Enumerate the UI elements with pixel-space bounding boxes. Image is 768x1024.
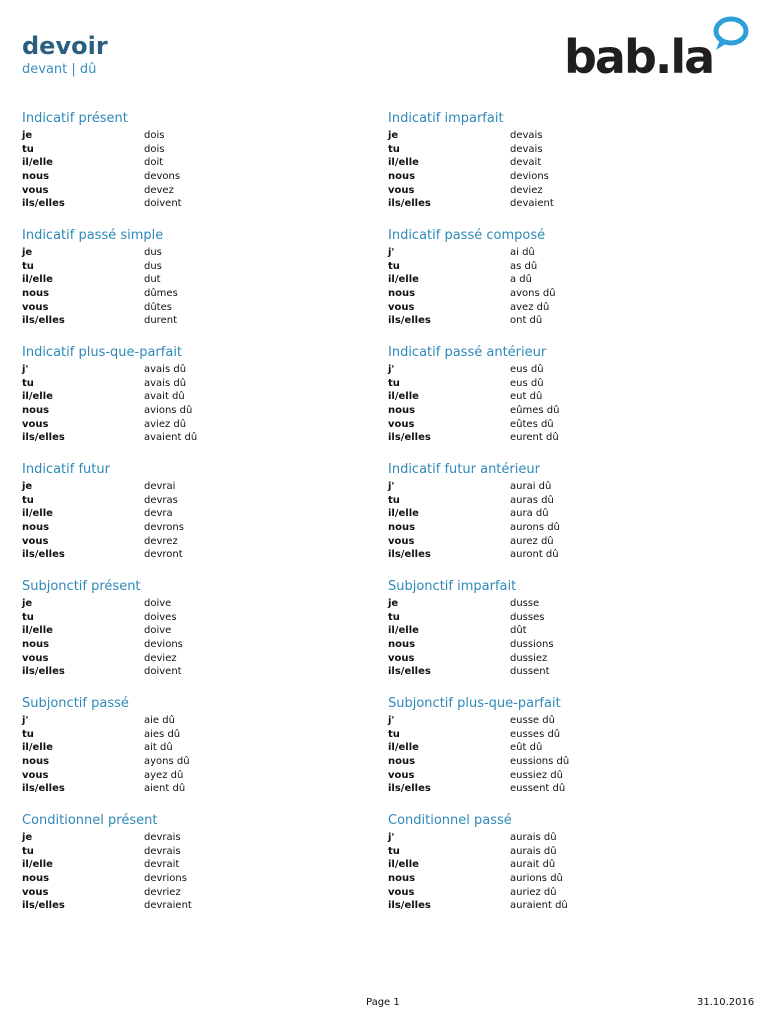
conjugation-row [388,404,752,418]
verb-form: doivent [144,666,182,678]
conjugation-row [22,611,388,625]
verb-form: a dû [510,274,532,286]
pronoun: il/elle [22,274,53,286]
pronoun: je [22,598,33,609]
conjugation-row [22,535,388,549]
conjugation-row [388,638,752,652]
conjugation-row [388,287,752,301]
verb-form: devras [144,494,178,506]
conjugation-row [22,845,388,859]
verb-form: eus dû [510,364,544,375]
conjugation-row [388,652,752,666]
conjugation-row [388,184,752,198]
pronoun: ils/elles [22,432,65,444]
conjugation-row [388,728,752,742]
pronoun: vous [388,886,415,898]
pronoun: nous [388,288,416,300]
pronoun: tu [388,494,400,506]
pronoun: ils/elles [22,783,65,795]
verb-form: eut dû [510,391,543,403]
pronoun: il/elle [22,742,53,754]
verb-form: dois [144,143,165,155]
pronoun: tu [22,143,34,155]
verb-form: devrions [144,873,187,885]
pronoun: vous [388,535,415,547]
tense-title: Subjonctif plus-que-parfait [388,696,561,711]
verb-form: devrais [144,832,181,843]
pronoun: j' [388,364,395,375]
verb-form: aurait dû [510,859,556,871]
verb-form: dut [144,274,161,286]
pronoun: nous [22,756,50,768]
verb-form: dussions [510,639,554,651]
pronoun: nous [388,522,416,534]
verb-form: auront dû [510,549,559,561]
verb-form: auras dû [510,494,554,506]
verb-form: eussent dû [510,783,566,795]
pronoun: nous [388,873,416,885]
conjugation-row [22,287,388,301]
conjugation-row [22,197,388,211]
verb-form: dûmes [144,288,178,300]
conjugation-row [388,845,752,859]
verb-form: eût dû [510,742,543,754]
pronoun: nous [22,171,50,183]
tense-section [388,461,752,560]
pronoun: ils/elles [388,666,431,678]
pronoun: vous [388,418,415,430]
tense-title: Subjonctif imparfait [388,579,517,594]
verb-form: eussions dû [510,756,570,768]
verb-form: dût [510,625,527,637]
verb-form: devais [510,130,543,141]
verb-form: aurons dû [510,522,560,534]
pronoun: il/elle [22,625,53,637]
pronoun: ils/elles [22,198,65,210]
pronoun: j' [388,481,395,492]
tense-title: Indicatif passé composé [388,228,546,243]
tense-section [22,695,388,794]
conjugation-row [22,886,388,900]
pronoun: tu [22,728,34,740]
verb-form: devront [144,549,183,561]
pronoun: ils/elles [22,900,65,912]
conjugation-row [388,494,752,508]
pronoun: nous [388,756,416,768]
pronoun: vous [22,535,49,547]
pronoun: tu [22,494,34,506]
verb-form: dusse [510,598,540,609]
tense-section [22,461,388,560]
conjugation-row [22,831,388,845]
pronoun: ils/elles [388,432,431,444]
conjugation-row [22,363,388,377]
verb-form: avez dû [510,301,550,313]
conjugation-row [22,597,388,611]
conjugation-row [22,714,388,728]
pronoun: vous [22,301,49,313]
conjugation-row [22,480,388,494]
conjugation-row [388,624,752,638]
pronoun: j' [22,364,29,375]
conjugation-row [388,260,752,274]
verb-form: devons [144,171,181,183]
pronoun: tu [388,377,400,389]
conjugation-row [388,886,752,900]
conjugation-row [388,535,752,549]
conjugation-row [388,431,752,445]
conjugation-row [388,782,752,796]
conjugation-row [388,899,752,913]
conjugation-row [388,273,752,287]
pronoun: tu [22,260,34,272]
verb-form: aurais dû [510,832,557,843]
verb-form: avais dû [144,364,187,375]
verb-form: deviez [144,652,177,664]
pronoun: nous [388,639,416,651]
page-number: Page 1 [366,997,400,1008]
verb-form: dussent [510,666,550,678]
pronoun: nous [388,405,416,417]
pronoun: vous [22,652,49,664]
conjugation-row [388,769,752,783]
tense-section [388,110,752,209]
conjugation-row [388,665,752,679]
pronoun: tu [22,611,34,623]
conjugation-row [22,494,388,508]
tense-title: Subjonctif présent [22,579,141,594]
tense-section [388,695,752,794]
verb-form: avait dû [144,391,185,403]
conjugation-row [22,404,388,418]
verb-form: eussiez dû [510,769,563,781]
verb-form: avons dû [510,288,556,300]
verb-form: eusse dû [510,715,555,726]
verb-form: dusses [510,611,545,623]
tense-section [388,344,752,443]
conjugation-row [388,363,752,377]
pronoun: vous [388,184,415,196]
conjugation-row [388,197,752,211]
verb-form: eûtes dû [510,418,554,430]
conjugation-row [388,170,752,184]
conjugation-grid [22,110,752,911]
verb-form: dussiez [510,652,548,664]
verb-form: eusses dû [510,728,561,740]
conjugation-row [388,755,752,769]
pronoun: ils/elles [388,783,431,795]
verb-form: devrait [144,859,180,871]
conjugation-row [388,611,752,625]
pronoun: tu [388,143,400,155]
conjugation-row [22,377,388,391]
pronoun: vous [22,184,49,196]
tense-section [22,344,388,443]
conjugation-row [22,521,388,535]
pronoun: ils/elles [388,198,431,210]
pronoun: il/elle [388,157,419,169]
conjugation-row [22,390,388,404]
verb-form: avions dû [144,405,193,417]
verb-form: dus [144,260,162,272]
verb-form: devions [144,639,183,651]
conjugation-row [388,314,752,328]
pronoun: je [388,598,399,609]
pronoun: vous [388,652,415,664]
pronoun: tu [388,728,400,740]
pronoun: vous [22,418,49,430]
pronoun: nous [22,639,50,651]
verb-form: doive [144,598,172,609]
pronoun: je [22,832,33,843]
conjugation-row [388,377,752,391]
conjugation-row [22,129,388,143]
verb-form: aient dû [144,783,186,795]
pronoun: nous [388,171,416,183]
pronoun: ils/elles [388,900,431,912]
tense-title: Conditionnel présent [22,813,158,828]
pronoun: il/elle [22,859,53,871]
verb-form: devriez [144,886,181,898]
conjugation-row [388,301,752,315]
verb-form: deviez [510,184,543,196]
conjugation-row [388,548,752,562]
verb-title: devoir [22,32,108,60]
conjugation-row [22,143,388,157]
participles-subtitle: devant | dû [22,62,97,77]
tense-title: Indicatif plus-que-parfait [22,345,183,360]
logo-wordmark: bab.la [564,30,714,84]
pronoun: tu [22,845,34,857]
verb-form: ont dû [510,315,543,327]
verb-form: aie dû [144,715,175,726]
pronoun: vous [388,301,415,313]
pronoun: ils/elles [22,666,65,678]
conjugation-row [388,872,752,886]
pronoun: il/elle [388,508,419,520]
conjugation-row [22,755,388,769]
pronoun: nous [22,288,50,300]
pronoun: ils/elles [22,315,65,327]
verb-form: aviez dû [144,418,187,430]
conjugation-row [388,714,752,728]
conjugation-row [22,665,388,679]
conjugation-row [22,638,388,652]
pronoun: j' [388,715,395,726]
verb-form: aura dû [510,508,549,520]
pronoun: tu [388,611,400,623]
conjugation-row [388,156,752,170]
conjugation-row [22,652,388,666]
pronoun: je [388,130,399,141]
pronoun: il/elle [22,157,53,169]
verb-form: devait [510,157,542,169]
pronoun: j' [388,832,395,843]
tense-title: Subjonctif passé [22,696,129,711]
verb-form: dois [144,130,165,141]
pronoun: j' [388,247,395,258]
conjugation-row [388,831,752,845]
pronoun: ils/elles [22,549,65,561]
conjugation-row [388,507,752,521]
conjugation-row [22,548,388,562]
pronoun: nous [22,522,50,534]
conjugation-row [388,246,752,260]
conjugation-row [22,507,388,521]
pronoun: il/elle [388,391,419,403]
conjugation-row [22,418,388,432]
pronoun: il/elle [22,391,53,403]
conjugation-row [22,260,388,274]
verb-form: devions [510,171,549,183]
tense-section [22,578,388,677]
conjugation-row [22,872,388,886]
tense-title: Conditionnel passé [388,813,512,828]
conjugation-row [22,184,388,198]
pronoun: vous [22,769,49,781]
verb-form: devraient [144,900,192,912]
verb-form: doivent [144,198,182,210]
tense-section [22,227,388,326]
verb-form: auriez dû [510,886,557,898]
print-date: 31.10.2016 [697,997,755,1008]
conjugation-row [22,156,388,170]
tense-title: Indicatif imparfait [388,111,504,126]
verb-form: eûmes dû [510,405,560,417]
verb-form: doive [144,625,172,637]
conjugation-row [22,301,388,315]
verb-form: ayons dû [144,756,190,768]
conjugation-row [22,741,388,755]
conjugation-row [22,769,388,783]
tense-section [388,578,752,677]
conjugation-row [388,143,752,157]
pronoun: je [22,481,33,492]
pronoun: il/elle [388,859,419,871]
verb-form: aurai dû [510,481,552,492]
conjugation-row [388,597,752,611]
pronoun: j' [22,715,29,726]
conjugation-row [22,858,388,872]
verb-form: devaient [510,198,554,210]
verb-form: ai dû [510,247,535,258]
verb-form: eus dû [510,377,544,389]
verb-form: devrais [144,845,181,857]
conjugation-row [22,899,388,913]
verb-form: aurais dû [510,845,557,857]
tense-title: Indicatif passé simple [22,228,164,243]
pronoun: il/elle [388,742,419,754]
conjugation-row [388,129,752,143]
pronoun: il/elle [22,508,53,520]
tense-section [388,227,752,326]
verb-form: doit [144,157,164,169]
conjugation-row [388,480,752,494]
verb-form: devais [510,143,543,155]
verb-form: avais dû [144,377,187,389]
verb-form: auraient dû [510,900,568,912]
pronoun: nous [22,873,50,885]
speech-bubble-icon [710,16,750,52]
pronoun: je [22,130,33,141]
verb-form: eurent dû [510,432,559,444]
pronoun: tu [22,377,34,389]
tense-title: Indicatif présent [22,111,128,126]
tense-title: Indicatif futur antérieur [388,462,540,477]
pronoun: tu [388,260,400,272]
pronoun: vous [388,769,415,781]
pronoun: je [22,247,33,258]
tense-title: Indicatif futur [22,462,110,477]
verb-form: doives [144,611,177,623]
conjugation-row [388,741,752,755]
verb-form: ayez dû [144,769,184,781]
verb-form: avaient dû [144,432,198,444]
conjugation-row [22,624,388,638]
verb-form: devra [144,508,173,520]
verb-form: aurions dû [510,873,563,885]
verb-form: devrons [144,522,184,534]
tense-section [388,812,752,911]
verb-form: dus [144,247,162,258]
tense-section [22,110,388,209]
pronoun: il/elle [388,625,419,637]
verb-form: as dû [510,260,538,272]
pronoun: ils/elles [388,549,431,561]
verb-form: aies dû [144,728,181,740]
conjugation-row [388,390,752,404]
pronoun: tu [388,845,400,857]
conjugation-row [388,418,752,432]
verb-form: durent [144,315,177,327]
conjugation-row [22,782,388,796]
conjugation-row [22,431,388,445]
verb-form: devrai [144,481,176,492]
babla-logo [564,16,754,84]
conjugation-row [22,170,388,184]
verb-form: dûtes [144,301,172,313]
conjugation-row [22,314,388,328]
conjugation-row [22,246,388,260]
tense-section [22,812,388,911]
tense-title: Indicatif passé antérieur [388,345,547,360]
conjugation-row [388,521,752,535]
pronoun: ils/elles [388,315,431,327]
conjugation-row [22,273,388,287]
pronoun: vous [22,886,49,898]
verb-form: devrez [144,535,178,547]
pronoun: nous [22,405,50,417]
verb-form: ait dû [144,742,173,754]
conjugation-row [388,858,752,872]
verb-form: devez [144,184,174,196]
verb-form: aurez dû [510,535,554,547]
conjugation-row [22,728,388,742]
pronoun: il/elle [388,274,419,286]
